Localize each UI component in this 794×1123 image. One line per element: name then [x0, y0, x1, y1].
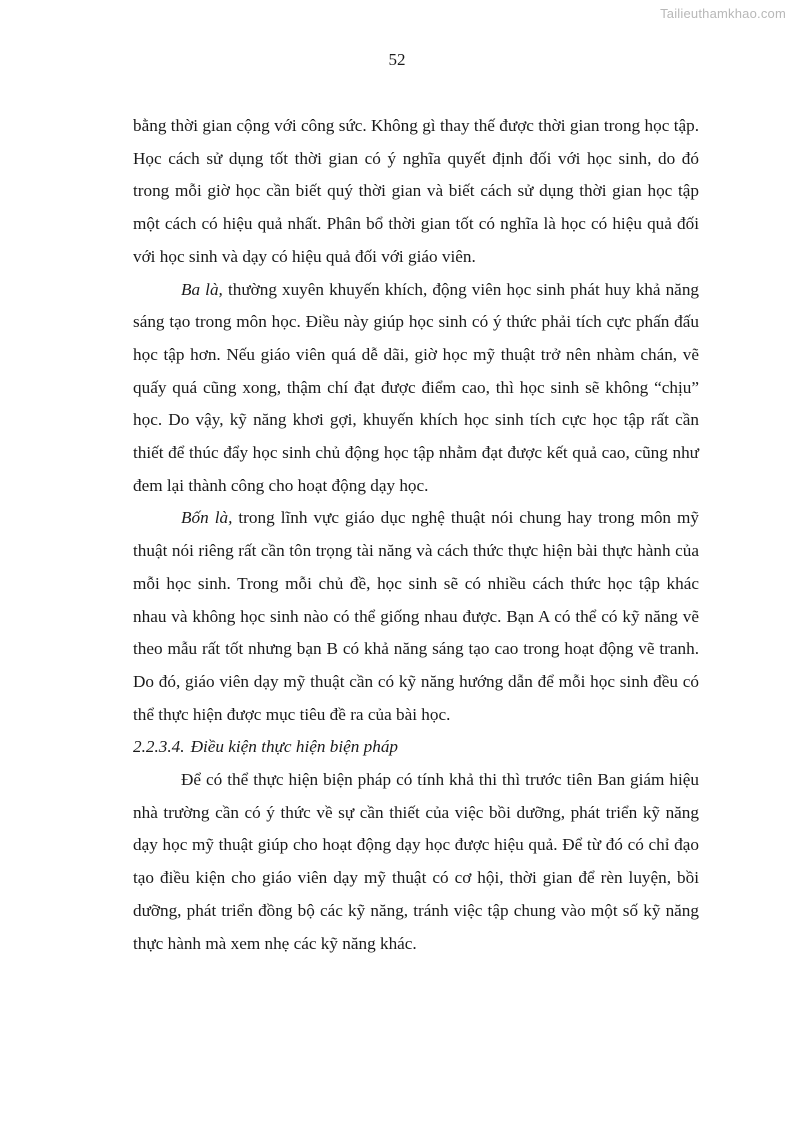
- paragraph-1: bằng thời gian cộng với công sức. Không gì thay thế được thời gian trong học tập. Học cách sử dụng tốt thời gian có ý nghĩa quyết định đối với học sinh, do đó trong mỗi giờ học cần biết quý thời gian và biết cách sử dụng thời gian học tập một cách có hiệu quả nhất. Phân bổ thời gian tốt có nghĩa là học có hiệu quả đối với học sinh và dạy có hiệu quả đối với giáo viên.: [133, 116, 699, 266]
- document-body: [133, 110, 699, 960]
- section-heading-number: 2.2.3.4.: [133, 737, 185, 757]
- paragraph-3: [133, 502, 699, 731]
- paragraph-3-lead: Bốn là,: [181, 508, 233, 528]
- watermark: Tailieuthamkhao.com: [660, 6, 786, 21]
- paragraph-3-text: trong lĩnh vực giáo dục nghệ thuật nói chung hay trong môn mỹ thuật nói riêng rất cần tôn trọng tài năng và cách thức thực hiện bài thực hành của mỗi học sinh. Trong mỗi chủ đề, học sinh sẽ có nhiều cách thức học tập khác nhau và không học sinh nào có thể giống nhau được. Bạn A có thể có kỹ năng vẽ theo mẫu rất tốt nhưng bạn B có khả năng sáng tạo cao trong hoạt động vẽ tranh. Do đó, giáo viên dạy mỹ thuật cần có kỹ năng hướng dẫn để mỗi học sinh đều có thể thực hiện được mục tiêu đề ra của bài học.: [133, 508, 699, 724]
- paragraph-2-lead: Ba là,: [181, 279, 223, 299]
- section-heading: [133, 731, 699, 764]
- paragraph-2-text: thường xuyên khuyến khích, động viên học sinh phát huy khả năng sáng tạo trong môn học. Điều này giúp học sinh có ý thức phải tích cực phấn đấu học tập hơn. Nếu giáo viên quá dễ dãi, giờ học mỹ thuật trở nên nhàm chán, vẽ quấy quá cũng xong, thậm chí đạt được điểm cao, thì học sinh sẽ không “chịu” học. Do vậy, kỹ năng khơi gợi, khuyến khích học sinh tích cực học tập rất cần thiết để thúc đẩy học sinh chủ động học tập nhằm đạt được kết quả cao, cũng như đem lại thành công cho hoạt động dạy học.: [133, 279, 700, 495]
- page-number: 52: [388, 50, 406, 69]
- section-heading-title: Điều kiện thực hiện biện pháp: [190, 737, 399, 757]
- paragraph-2: [133, 274, 699, 503]
- paragraph-4: Để có thể thực hiện biện pháp có tính khả thi thì trước tiên Ban giám hiệu nhà trường cần có ý thức về sự cần thiết của việc bồi dưỡng, phát triển kỹ năng dạy học mỹ thuật giúp cho hoạt động dạy học được hiệu quả. Để từ đó có chỉ đạo tạo điều kiện cho giáo viên dạy mỹ thuật có cơ hội, thời gian để rèn luyện, bồi dưỡng, phát triển đồng bộ các kỹ năng, tránh việc tập chung vào một số kỹ năng thực hành mà xem nhẹ các kỹ năng khác.: [133, 770, 699, 953]
